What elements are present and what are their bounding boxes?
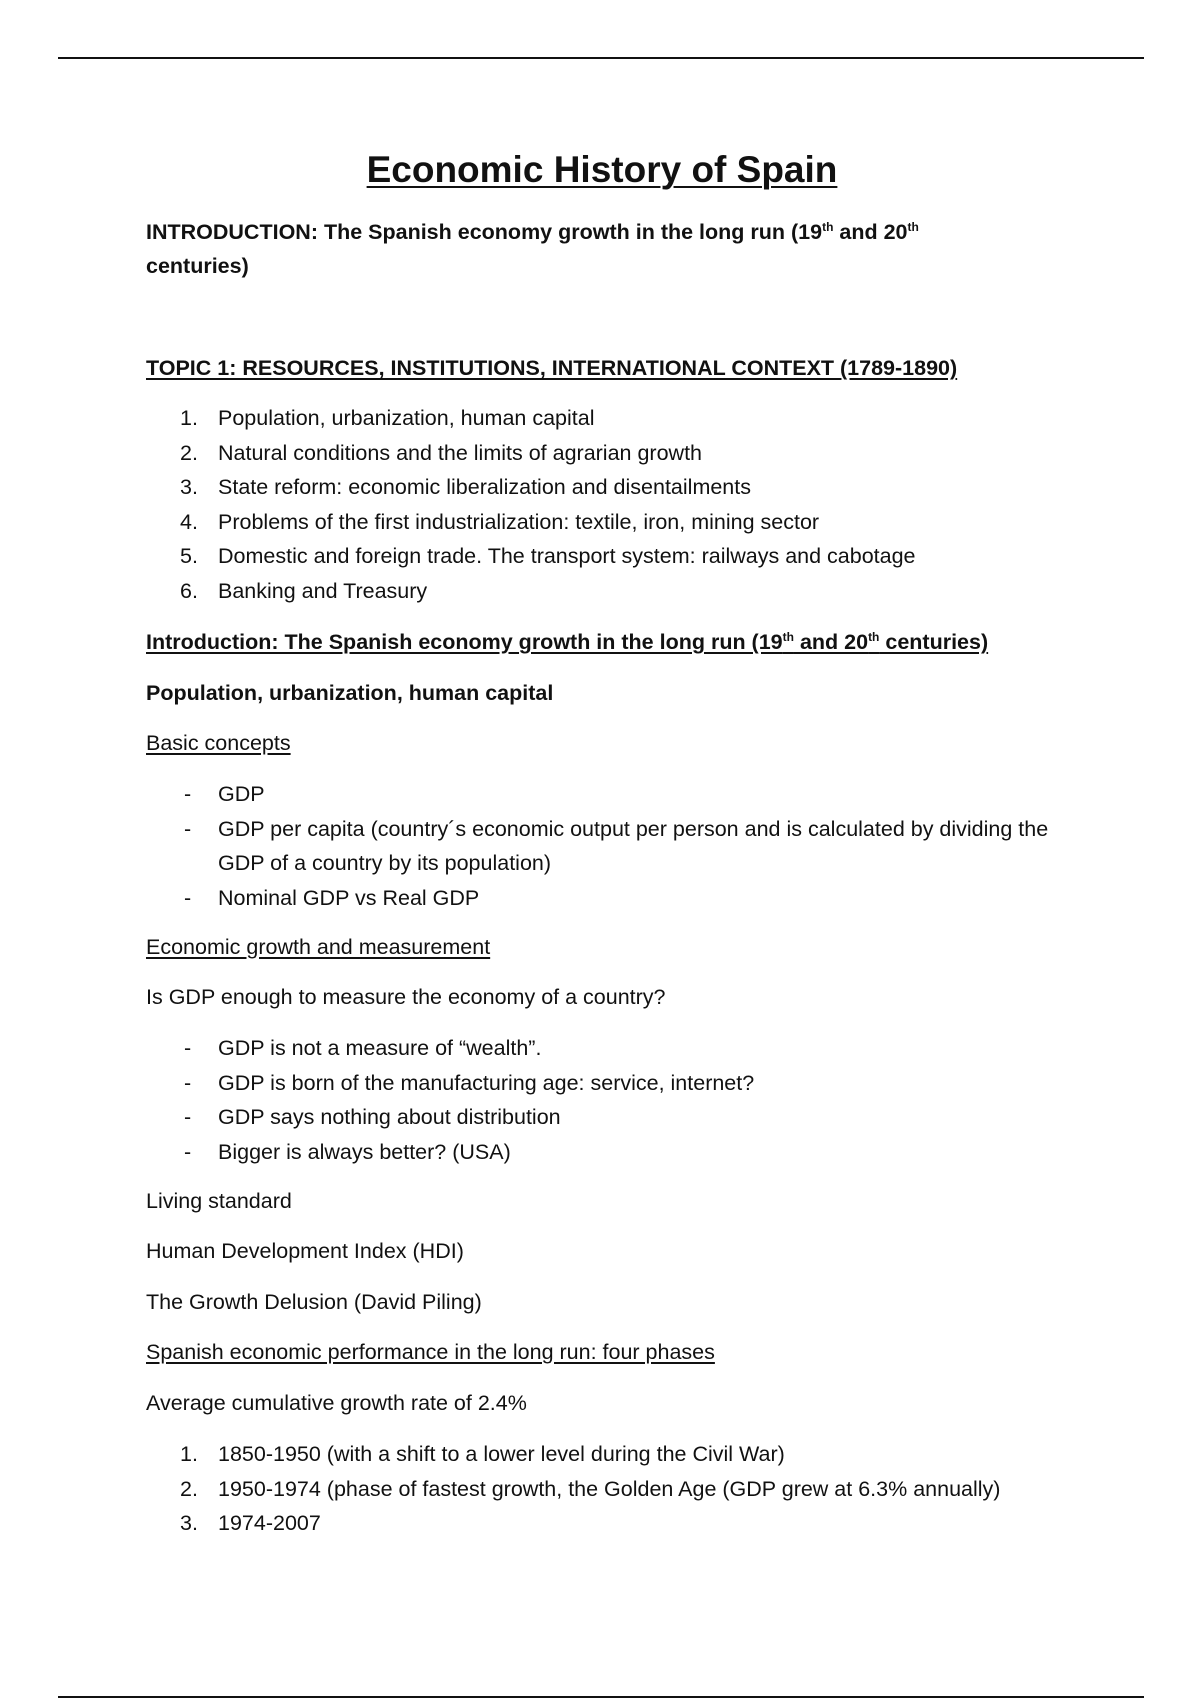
basic-concepts-list (146, 777, 1158, 915)
hdi-line: Human Development Index (HDI) (146, 1239, 464, 1263)
list-item: - GDP per capita (country´s economic output per person and is calculated by dividing the GDP of a country by its population) (184, 816, 1049, 875)
list-item: - Nominal GDP vs Real GDP (184, 885, 480, 910)
introduction-subheading: Introduction: The Spanish economy growth in the long run (19th and 20th centuries) (146, 630, 989, 654)
living-standard: Living standard (146, 1189, 292, 1213)
list-item: 1. 1850-1950 (with a shift to a lower level during the Civil War) (180, 1442, 785, 1466)
list-item: 2. Natural conditions and the limits of agrarian growth (180, 440, 703, 465)
list-item: 4. Problems of the first industrialization: textile, iron, mining sector (180, 509, 820, 534)
document-title: Economic History of Spain (366, 149, 838, 190)
performance-heading: Spanish economic performance in the long run: four phases (146, 1340, 715, 1364)
list-item: 1. Population, urbanization, human capital (180, 406, 595, 430)
list-item: 3. State reform: economic liberalization and disentailments (180, 475, 751, 499)
list-item: - GDP says nothing about distribution (184, 1105, 561, 1129)
population-heading: Population, urbanization, human capital (146, 681, 554, 705)
topic1-heading: TOPIC 1: RESOURCES, INSTITUTIONS, INTERNATIONAL CONTEXT (1789-1890) (146, 356, 958, 380)
basic-concepts-heading: Basic concepts (146, 731, 291, 755)
phases-list (146, 1437, 1158, 1541)
average-growth-rate: Average cumulative growth rate of 2.4% (146, 1391, 527, 1415)
growth-heading: Economic growth and measurement (146, 935, 491, 959)
top-divider (58, 57, 1144, 59)
list-item: 6. Banking and Treasury (180, 578, 428, 603)
growth-list (146, 1031, 1158, 1169)
list-item: 3. 1974-2007 (180, 1511, 321, 1535)
list-item: - GDP is not a measure of “wealth”. (184, 1036, 542, 1060)
list-item: - GDP is born of the manufacturing age: service, internet? (184, 1070, 755, 1095)
list-item: - Bigger is always better? (USA) (184, 1139, 511, 1164)
growth-delusion-line: The Growth Delusion (David Piling) (146, 1290, 482, 1314)
topic1-list (146, 401, 1158, 608)
list-item: 2. 1950-1974 (phase of fastest growth, the Golden Age (GDP grew at 6.3% annually) (180, 1476, 1001, 1501)
list-item: 5. Domestic and foreign trade. The transport system: railways and cabotage (180, 544, 916, 568)
introduction-heading: INTRODUCTION: The Spanish economy growth in the long run (19th and 20th centuries) (146, 220, 919, 278)
bottom-divider (58, 1696, 1144, 1698)
list-item: - GDP (184, 782, 265, 806)
growth-question: Is GDP enough to measure the economy of a country? (146, 985, 666, 1009)
